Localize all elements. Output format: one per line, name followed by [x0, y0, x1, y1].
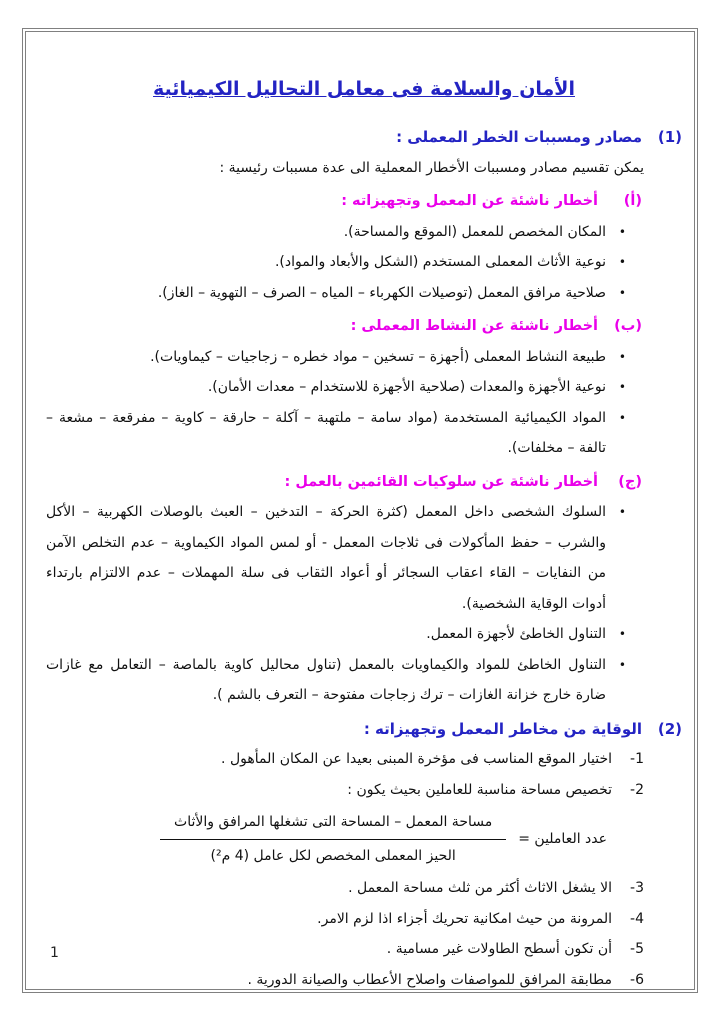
workers-formula [46, 807, 607, 871]
subsection-a-title: أخطار ناشئة عن المعمل وتجهيزاته : [341, 193, 598, 209]
formula-fraction [160, 807, 506, 871]
list-item [46, 342, 626, 373]
subsection-a-marker: (أ) [623, 193, 642, 209]
numbered-item [46, 965, 644, 996]
item-number: 3- [630, 880, 644, 896]
bullet-text: السلوك الشخصى داخل المعمل (كثرة الحركة – التدخين – العبث بالوصلات الكهربية – الأكل والشرب – حفظ المأكولات فى ثلاجات المعمل - أو لمس المواد الكيماوية – عدم التخلص الآمن من النفايات – القاء اعقاب السجائر أو أعواد الثقاب فى سلة المهملات – عدم الالتزام بارتداء أدوات الوقاية الشخصية). [46, 504, 606, 612]
item-text: المرونة من حيث امكانية تحريك أجزاء اذا لزم الامر. [317, 910, 612, 927]
item-text: اختيار الموقع المناسب فى مؤخرة المبنى بعيدا عن المكان المأهول . [221, 751, 612, 767]
subsection-c-marker: (ج) [618, 473, 642, 490]
item-number: 2- [630, 781, 644, 798]
page-border [22, 28, 698, 993]
page-number: 1 [50, 945, 59, 961]
item-number: 5- [630, 941, 644, 957]
item-number: 6- [630, 971, 644, 988]
bullet-text: التناول الخاطئ لأجهزة المعمل. [426, 626, 606, 642]
subsection-b-title: أخطار ناشئة عن النشاط المعملى : [350, 318, 598, 334]
bullet-text: نوعية الأثاث المعملى المستخدم (الشكل والأبعاد والمواد). [274, 254, 606, 270]
section-2-heading [46, 714, 682, 745]
numbered-item [46, 744, 644, 775]
list-item [46, 217, 626, 248]
section-1-title: مصادر ومسببات الخطر المعملى : [396, 128, 642, 146]
section-2-title: الوقاية من مخاطر المعمل وتجهيزاته : [363, 719, 642, 738]
section-1-intro: يمكن تقسيم مصادر ومسببات الأخطار المعملية الى عدة مسببات رئيسية : [219, 159, 644, 176]
list-item [46, 372, 626, 403]
numbered-item [46, 873, 644, 904]
bullet-text: المواد الكيميائية المستخدمة (مواد سامة – ملتهبة – آكلة – حارقة – كاوية – مفرقعة – مشعة – تالفة – مخلفات). [46, 409, 606, 456]
section-1-heading [46, 122, 682, 153]
list-item [46, 619, 626, 650]
list-item [46, 247, 626, 278]
list-item [46, 403, 626, 464]
subsection-b-heading [46, 311, 642, 342]
bullet-icon: • [618, 657, 626, 672]
bullet-icon: • [618, 505, 626, 519]
bullet-text: طبيعة النشاط المعملى (أجهزة – تسخين – مواد خطره – زجاجيات – كيماويات). [150, 348, 606, 365]
bullet-icon: • [618, 627, 626, 641]
fraction-numerator: مساحة المعمل – المساحة التى تشغلها المرافق والأثاث [160, 807, 506, 840]
bullet-text: نوعية الأجهزة والمعدات (صلاحية الأجهزة للاستخدام – معدات الأمان). [207, 379, 606, 395]
item-number: 4- [630, 910, 644, 927]
formula-lhs: عدد العاملين = [518, 830, 607, 847]
list-item [46, 650, 626, 711]
bullet-icon: • [618, 285, 626, 300]
bullet-icon: • [618, 224, 626, 239]
subsection-b-marker: (ب) [614, 318, 642, 334]
page-title: الأمان والسلامة فى معامل التحاليل الكيميائية [153, 78, 575, 100]
item-text: مطابقة المرافق للمواصفات واصلاح الأعطاب والصيانة الدورية . [247, 971, 612, 988]
bullet-icon: • [618, 410, 626, 425]
item-text: الا يشغل الاثاث أكثر من ثلث مساحة المعمل . [348, 880, 612, 896]
subsection-a-heading [46, 186, 642, 217]
bullet-icon: • [618, 380, 626, 394]
list-item [46, 497, 626, 619]
numbered-item [46, 775, 644, 806]
bullet-icon: • [618, 349, 626, 364]
item-text: تخصيص مساحة مناسبة للعاملين بحيث يكون : [347, 781, 612, 798]
bullet-text: المكان المخصص للمعمل (الموقع والمساحة). [343, 223, 606, 240]
item-number: 1- [630, 751, 644, 767]
numbered-item [46, 934, 644, 965]
section-2-marker: (2) [657, 719, 682, 738]
bullet-text: صلاحية مرافق المعمل (توصيلات الكهرباء – المياه – الصرف – التهوية – الغاز). [157, 284, 606, 301]
numbered-item [46, 904, 644, 935]
section-1-marker: (1) [657, 128, 682, 146]
item-text: أن تكون أسطح الطاولات غير مسامية . [386, 941, 612, 957]
page-content [26, 32, 694, 995]
bullet-icon: • [618, 255, 626, 269]
list-item [46, 278, 626, 309]
fraction-denominator: الحيز المعملى المخصص لكل عامل (4 م²) [210, 847, 456, 864]
bullet-text: التناول الخاطئ للمواد والكيماويات بالمعمل (تناول محاليل كاوية بالماصة – التعامل مع غازات ضارة خارج خزانة الغازات – ترك زجاجات مفتوحة – التعرف بالشم ). [46, 656, 606, 703]
subsection-c-title: أخطار ناشئة عن سلوكيات القائمين بالعمل : [284, 473, 598, 490]
subsection-c-heading [46, 467, 642, 498]
